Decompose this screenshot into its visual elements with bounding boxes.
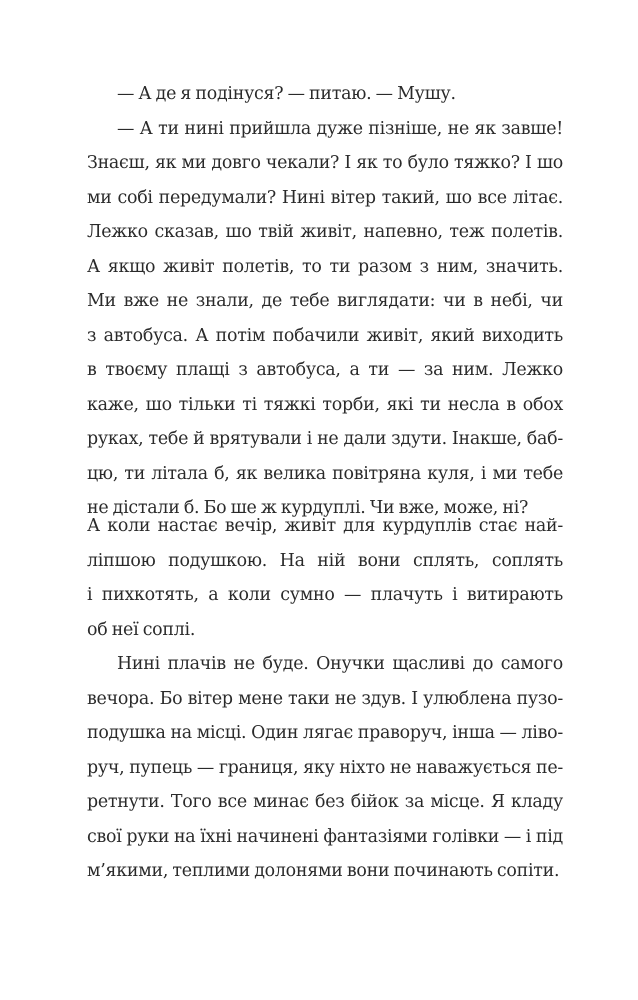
text-line: ретнути. Того все минає без бійок за місце. Я кладу: [87, 792, 563, 812]
text-line: Ми вже не знали, де тебе виглядати: чи в небі, чи: [87, 291, 563, 311]
text-line: і пихкотять, а коли сумно — плачуть і витирають: [87, 585, 563, 605]
paragraph: [87, 77, 563, 112]
text-line: ми собі передумали? Нині вітер такий, шо все літає.: [87, 187, 563, 208]
text-line: А коли настає вечір, живіт для курдуплів стає най-: [87, 516, 563, 536]
text-line: руч, пупець — границя, яку ніхто не наважується пе-: [87, 757, 563, 778]
text-line: Лежко сказав, шо твій живіт, напевно, теж полетів.: [87, 222, 563, 242]
paragraph: [87, 112, 563, 526]
text-line: каже, шо тільки ті тяжкі торби, які ти несла в обох: [87, 394, 563, 415]
text-line: вечора. Бо вітер мене таки не здув. І улюблена пузо-: [87, 688, 563, 709]
paragraph: [87, 509, 563, 647]
text-line: — А де я подінуся? — питаю. — Мушу.: [117, 84, 456, 104]
text-line: об неї соплі.: [87, 619, 196, 640]
paragraph: [87, 647, 563, 889]
text-line: Нині плачів не буде. Онучки щасливі до самого: [117, 654, 563, 674]
text-line: подушка на місці. Один лягає праворуч, інша — ліво-: [87, 723, 563, 743]
text-line: не дістали б. Бо ше ж курдуплі. Чи вже, може, ні?: [87, 498, 529, 518]
text-line: з автобуса. А потім побачили живіт, який виходить: [87, 325, 563, 346]
text-line: руках, тебе й врятували і не дали здути. Інакше, баб-: [87, 429, 563, 449]
text-line: м’якими, теплими долонями вони починають сопіти.: [87, 861, 560, 881]
text-line: свої руки на їхні начинені фантазіями голівки — і під: [87, 826, 563, 847]
text-line: цю, ти літала б, як велика повітряна куля, і ми тебе: [87, 463, 563, 484]
text-line: А якщо живіт полетів, то ти разом з ним, значить.: [87, 256, 563, 277]
text-block-evening: [87, 509, 563, 889]
text-line: — А ти нині прийшла дуже пізніше, не як завше!: [117, 118, 563, 139]
text-line: в твоєму плащі з автобуса, а ти — за ним. Лежко: [87, 360, 563, 380]
text-line: ліпшою подушкою. На ній вони сплять, соплять: [87, 550, 563, 571]
text-block-dialogue: [87, 77, 563, 526]
text-line: Знаєш, як ми довго чекали? І як то було тяжко? І шо: [87, 153, 563, 173]
